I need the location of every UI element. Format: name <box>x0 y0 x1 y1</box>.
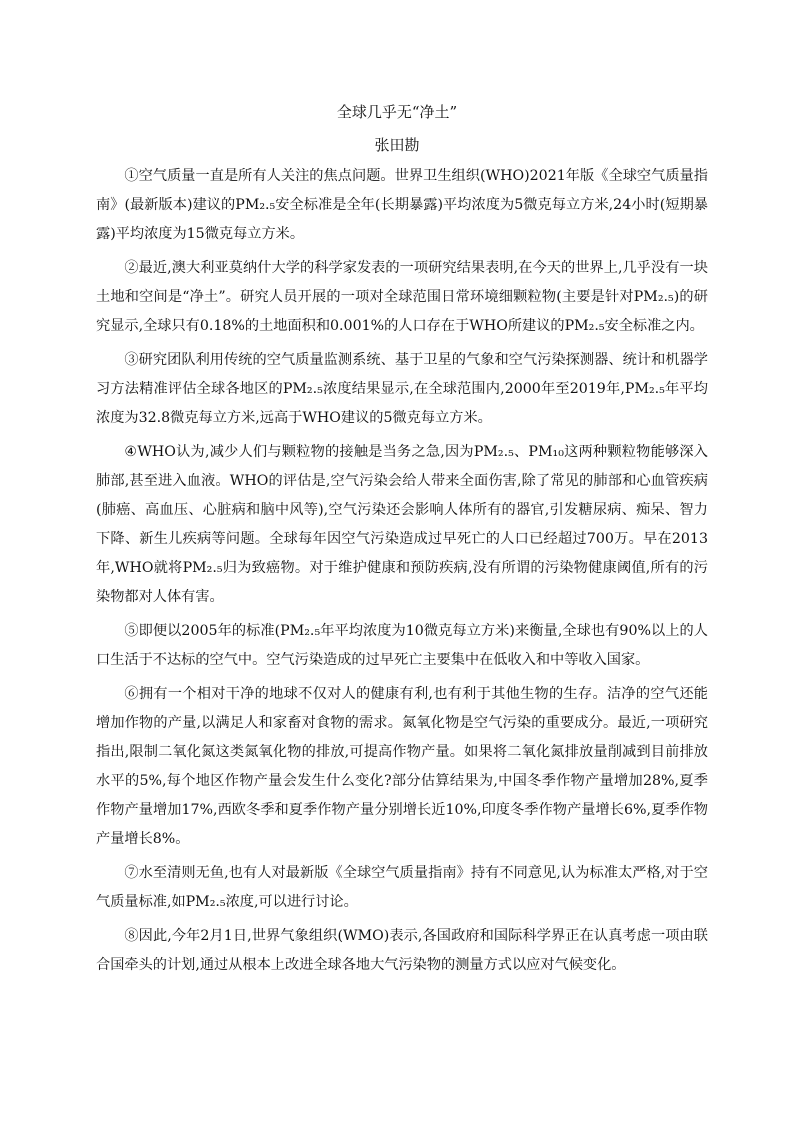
paragraph-8: ⑧因此,今年2月1日,世界气象组织(WMO)表示,各国政府和国际科学界正在认真考虑一项由联合国牵头的计划,通过从根本上改进全球各地大气污染物的测量方式以应对气候变化。 <box>96 928 708 973</box>
article-author: 张田勘 <box>374 136 420 154</box>
article-title: 全球几乎无“净土” <box>336 103 458 121</box>
paragraph-4: ④WHO认为,减少人们与颗粒物的接触是当务之急,因为PM₂.₅、PM₁₀这两种颗粒物能够深入肺部,甚至进入血液。WHO的评估是,空气污染会给人带来全面伤害,除了常见的肺部和心血管疾病(肺癌、高血压、心脏病和脑中风等),空气污染还会影响人体所有的器官,引发糖尿病、痴呆、智力下降、新生儿疾病等问题。全球每年因空气污染造成过早死亡的人口已经超过700万。早在2013年,WHO就将PM₂.₅归为致癌物。对于维护健康和预防疾病,没有所谓的污染物健康阈值,所有的污染物都对人体有害。 <box>96 444 708 605</box>
paragraph-3: ③研究团队利用传统的空气质量监测系统、基于卫星的气象和空气污染探测器、统计和机器学习方法精准评估全球各地区的PM₂.₅浓度结果显示,在全球范围内,2000年至2019年,PM₂.₅年平均浓度为32.8微克每立方米,远高于WHO建议的5微克每立方米。 <box>96 352 708 426</box>
paragraph-2: ②最近,澳大利亚莫纳什大学的科学家发表的一项研究结果表明,在今天的世界上,几乎没有一块土地和空间是“净土”。研究人员开展的一项对全球范围日常环境细颗粒物(主要是针对PM₂.₅)的研究显示,全球只有0.18%的土地面积和0.001%的人口存在于WHO所建议的PM₂.₅安全标准之内。 <box>96 260 708 334</box>
paragraph-5: ⑤即便以2005年的标准(PM₂.₅年平均浓度为10微克每立方米)来衡量,全球也有90%以上的人口生活于不达标的空气中。空气污染造成的过早死亡主要集中在低收入和中等收入国家。 <box>96 623 708 668</box>
paragraph-6: ⑥拥有一个相对干净的地球不仅对人的健康有利,也有利于其他生物的生存。洁净的空气还能增加作物的产量,以满足人和家畜对食物的需求。氮氧化物是空气污染的重要成分。最近,一项研究指出,限制二氧化氮这类氮氧化物的排放,可提高作物产量。如果将二氧化氮排放量削减到目前排放水平的5%,每个地区作物产量会发生什么变化?部分估算结果为,中国冬季作物产量增加28%,夏季作物产量增加17%,西欧冬季和夏季作物产量分别增长近10%,印度冬季作物产量增长6%,夏季作物产量增长8%。 <box>96 686 708 847</box>
paragraph-1: ①空气质量一直是所有人关注的焦点问题。世界卫生组织(WHO)2021年版《全球空气质量指南》(最新版本)建议的PM₂.₅安全标准是全年(长期暴露)平均浓度为5微克每立方米,24小时(短期暴露)平均浓度为15微克每立方米。 <box>96 168 708 242</box>
article-body <box>96 162 708 985</box>
paragraph-7: ⑦水至清则无鱼,也有人对最新版《全球空气质量指南》持有不同意见,认为标准太严格,对于空气质量标准,如PM₂.₅浓度,可以进行讨论。 <box>96 865 708 910</box>
